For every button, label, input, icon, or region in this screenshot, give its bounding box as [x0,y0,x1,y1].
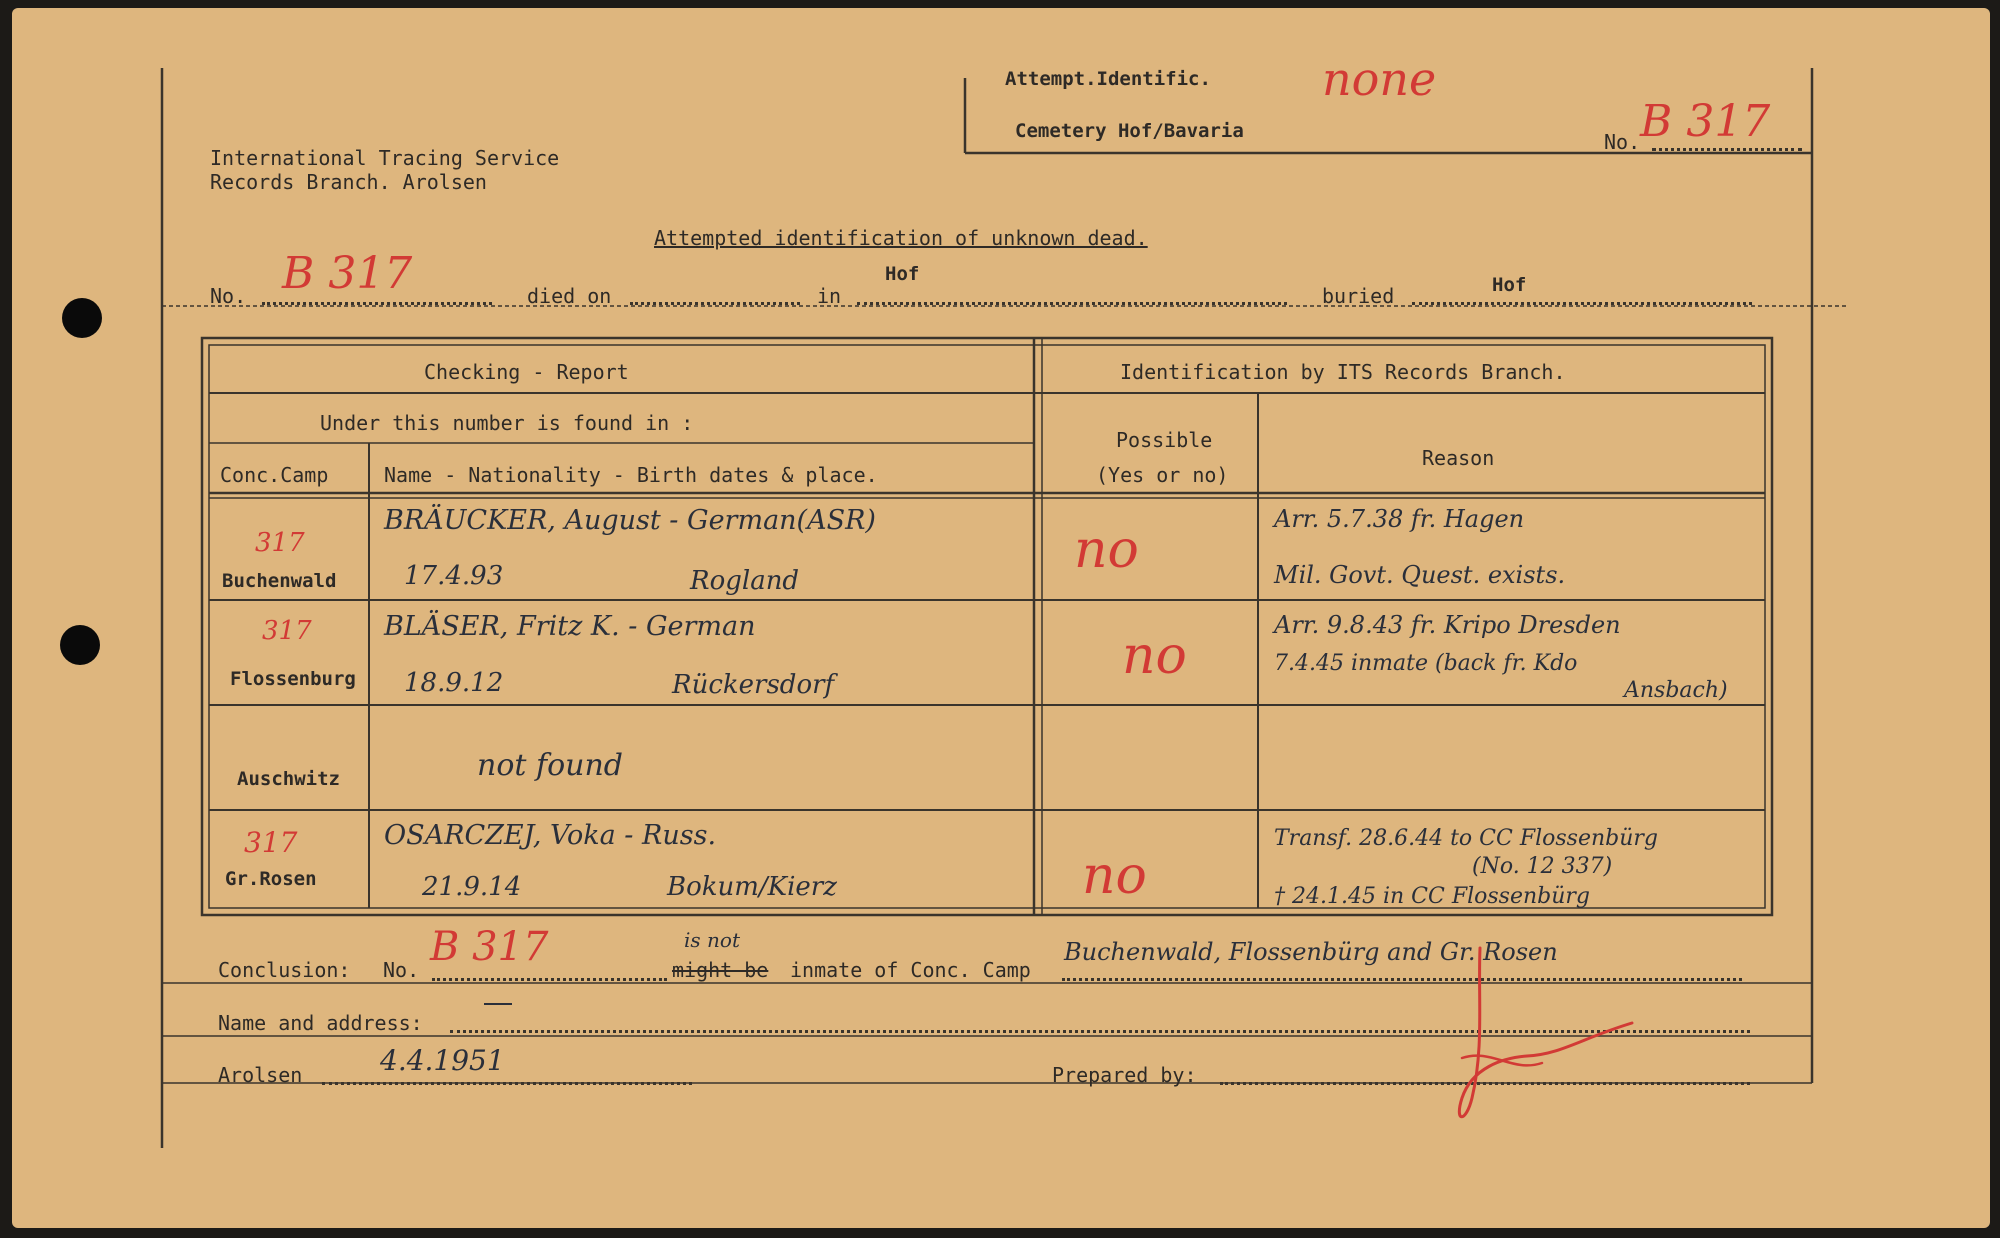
row-reason-line1: Transf. 28.6.44 to CC Flossenbürg [1274,826,1658,851]
row-reason-line2: Mil. Govt. Quest. exists. [1274,561,1566,589]
name-address-label: Name and address: [218,1011,423,1035]
row-reason-line1: Arr. 5.7.38 fr. Hagen [1274,505,1525,533]
header-no-label: No. [1604,130,1641,154]
col-possible-header-2: (Yes or no) [1096,463,1229,487]
row-camp: Buchenwald [222,570,337,592]
record-no-dots [262,302,492,305]
row-number: 317 [262,616,312,646]
in-label: in [817,284,842,308]
row-birth-date: 18.9.12 [404,668,504,698]
row-camp: Auschwitz [237,768,340,790]
index-card [12,8,1990,1228]
row-name-line1: BLÄSER, Fritz K. - German [384,611,756,642]
row-reason-line2: (No. 12 337) [1472,854,1613,879]
in-value: Hof [885,263,920,285]
row-reason-line1: Arr. 9.8.43 fr. Kripo Dresden [1274,611,1621,639]
row-birth-place: Rogland [690,566,800,596]
died-on-dots [630,302,800,305]
conclusion-inserted: is not [684,928,740,952]
row-reason-line3: Ansbach) [1624,678,1728,703]
checking-report-header: Checking - Report [424,360,629,384]
org-line-2: Records Branch. Arolsen [210,170,487,194]
attempt-value: none [1322,52,1437,106]
row-birth-place: Bokum/Kierz [667,872,837,902]
conclusion-text: inmate of Conc. Camp [790,958,1031,982]
died-on-label: died on [527,284,612,308]
red-signature [1432,938,1652,1138]
conclusion-no-value: B 317 [430,924,549,970]
row-reason-line3: † 24.1.45 in CC Flossenbürg [1274,884,1590,909]
footer-date-dots [322,1082,692,1085]
row-reason-line2: 7.4.45 inmate (back fr. Kdo [1274,651,1578,676]
row-camp: Gr.Rosen [225,868,317,890]
footer-date: 4.4.1951 [380,1044,505,1077]
prepared-by-label: Prepared by: [1052,1063,1197,1087]
buried-label: buried [1322,284,1395,308]
record-no-label: No. [210,284,247,308]
row-possible: no [1074,520,1139,580]
conclusion-no-dots [432,978,667,981]
buried-value: Hof [1492,274,1527,296]
buried-dots [1412,302,1752,305]
row-birth-date: 21.9.14 [422,872,522,902]
conclusion-label: Conclusion: [218,958,351,982]
record-no-value: B 317 [282,248,413,299]
col-reason-header: Reason [1422,446,1495,470]
conclusion-camps: Buchenwald, Flossenbürg and Gr. Rosen [1064,938,1558,966]
header-no-value: B 317 [1640,96,1771,147]
row-name-line1: OSARCZEJ, Voka - Russ. [384,820,717,851]
in-dots [857,302,1287,305]
row-number: 317 [244,826,298,859]
row-number: 317 [255,528,305,558]
cemetery-label: Cemetery Hof/Bavaria [1015,120,1244,142]
col-possible-header-1: Possible [1116,428,1213,452]
row-name-line1: BRÄUCKER, August - German(ASR) [384,505,876,536]
found-in-subheader: Under this number is found in : [320,411,694,435]
identification-header: Identification by ITS Records Branch. [1120,360,1566,384]
org-line-1: International Tracing Service [210,146,560,170]
form-title: Attempted identification of unknown dead. [654,226,1148,250]
row-name-line1: not found [477,748,623,783]
row-possible: no [1122,626,1187,686]
row-birth-place: Rückersdorf [672,670,835,700]
footer-place: Arolsen [218,1063,303,1087]
conclusion-no-label: No. [383,958,420,982]
conclusion-struck: might be [672,958,769,982]
header-no-dots [1652,148,1802,151]
row-birth-date: 17.4.93 [404,561,504,591]
col-name-header: Name - Nationality - Birth dates & place. [384,463,878,487]
row-possible: no [1082,846,1147,906]
row-camp: Flossenburg [230,668,356,690]
attempt-label: Attempt.Identific. [1005,68,1211,90]
col-camp-header: Conc.Camp [220,463,329,487]
